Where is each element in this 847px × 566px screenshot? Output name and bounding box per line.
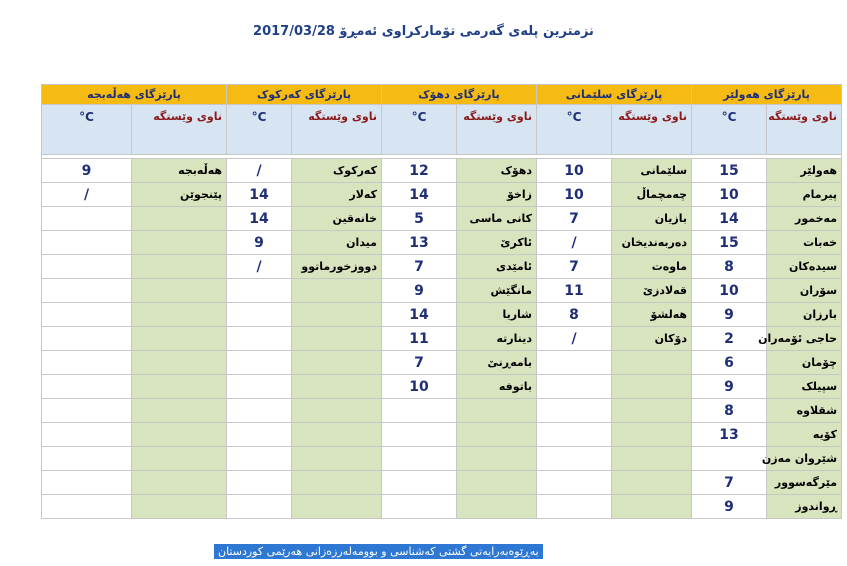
station-name-cell [132,423,227,447]
temperature-cell [537,471,612,495]
station-name-cell: حاجی ئۆمەران [767,327,842,351]
table-row [42,399,842,423]
station-name-cell: خانەقین [292,207,382,231]
table-row [42,423,842,447]
temperature-cell: 10 [382,375,457,399]
province-header: پارێزگای دهۆک [382,85,537,105]
temperature-cell: 5 [382,207,457,231]
station-name-cell: هەولێر [767,159,842,183]
station-name-cell [612,447,692,471]
station-name-cell: دووزخورماتوو [292,255,382,279]
temperature-cell [537,351,612,375]
station-name-cell: هەلشۆ [612,303,692,327]
temperature-cell: 7 [537,207,612,231]
table-row [42,279,842,303]
station-name-cell [612,351,692,375]
temperature-cell: 15 [692,159,767,183]
temperature-cell [227,471,292,495]
temperature-cell [227,351,292,375]
temperature-cell [42,447,132,471]
station-column-header: ناوی وێستگە [767,105,842,155]
station-name-cell [457,447,537,471]
station-name-cell [457,423,537,447]
temperature-cell: 11 [382,327,457,351]
temperature-cell [382,399,457,423]
temperature-cell: 9 [382,279,457,303]
station-name-cell [292,303,382,327]
table-row [42,495,842,519]
station-name-cell: قەلادزێ [612,279,692,303]
temperature-cell: 10 [537,183,612,207]
temperature-cell [42,495,132,519]
temperature-cell: 8 [537,303,612,327]
temperature-column-header: C° [692,105,767,155]
province-header-row [42,85,842,105]
temperature-cell: 14 [227,207,292,231]
station-name-cell [132,327,227,351]
station-name-cell: شاریا [457,303,537,327]
station-name-cell [292,327,382,351]
table-row [42,375,842,399]
temperature-cell: 13 [692,423,767,447]
temperature-cell: 7 [537,255,612,279]
station-column-header: ناوی وێستگە [292,105,382,155]
station-name-cell: چۆمان [767,351,842,375]
temperature-cell [227,399,292,423]
temperature-cell [42,471,132,495]
table-row [42,207,842,231]
footer-credit: بەڕێوەبەرایەتی گشتی کەشناسی و بوومەلەرزەزانی هەرێمی کوردستان [214,544,543,559]
temperature-cell [42,207,132,231]
temperature-cell: / [537,231,612,255]
temperature-column-header: C° [537,105,612,155]
temperature-cell: 8 [692,399,767,423]
temperature-cell: 2 [692,327,767,351]
temperature-cell [42,423,132,447]
station-name-cell [292,375,382,399]
temperature-column-header: C° [227,105,292,155]
station-name-cell [457,471,537,495]
station-name-cell: ئامێدی [457,255,537,279]
temperature-cell: 9 [692,495,767,519]
station-name-cell [292,495,382,519]
temperature-cell: 14 [382,183,457,207]
temperature-cell [692,447,767,471]
temperature-cell [42,255,132,279]
table-row [42,447,842,471]
table-body [42,159,842,519]
table-row [42,183,842,207]
station-name-cell [292,351,382,375]
station-name-cell: هەڵەبجە [132,159,227,183]
temperature-cell [537,495,612,519]
station-name-cell [132,207,227,231]
station-name-cell: پیرمام [767,183,842,207]
province-header: پارێزگای هەولێر [692,85,842,105]
temperature-cell [537,423,612,447]
station-name-cell [457,495,537,519]
station-name-cell [292,447,382,471]
temperature-cell [227,495,292,519]
temperature-table [41,84,841,541]
station-name-cell: دەربەندیخان [612,231,692,255]
station-name-cell: باتوفە [457,375,537,399]
temperature-cell [382,495,457,519]
station-column-header: ناوی وێستگە [132,105,227,155]
station-name-cell: بامەڕنێ [457,351,537,375]
temperature-cell [382,471,457,495]
temperature-cell: 10 [692,183,767,207]
station-name-cell [132,471,227,495]
station-name-cell: کەرکوک [292,159,382,183]
temperature-cell: 12 [382,159,457,183]
station-name-cell: ڕواندوز [767,495,842,519]
temperature-cell: 14 [692,207,767,231]
temperature-cell: 9 [227,231,292,255]
station-name-cell: ئاکرێ [457,231,537,255]
temperature-cell: 8 [692,255,767,279]
temperature-cell [537,399,612,423]
station-name-cell: دینارتە [457,327,537,351]
temperature-cell [42,399,132,423]
temperature-cell [227,423,292,447]
temperature-cell: 11 [537,279,612,303]
table-row [42,471,842,495]
station-name-cell: شێروان مەزن [767,447,842,471]
station-name-cell: دهۆک [457,159,537,183]
temperature-cell [42,279,132,303]
station-name-cell [132,279,227,303]
station-name-cell [292,279,382,303]
temperature-cell: 9 [692,303,767,327]
station-name-cell: سلێمانی [612,159,692,183]
station-name-cell: دۆکان [612,327,692,351]
temperature-cell: 14 [227,183,292,207]
temperature-cell: 15 [692,231,767,255]
temperature-cell: 13 [382,231,457,255]
station-name-cell: سپیلک [767,375,842,399]
station-name-cell [612,375,692,399]
temperature-cell [227,327,292,351]
station-name-cell: مانگێش [457,279,537,303]
station-name-cell [132,375,227,399]
temperature-cell: / [42,183,132,207]
station-name-cell [612,399,692,423]
temperature-cell: 10 [692,279,767,303]
temperature-cell: 10 [537,159,612,183]
station-name-cell [292,423,382,447]
temperature-cell [42,303,132,327]
station-name-cell [132,447,227,471]
station-name-cell: شقلاوە [767,399,842,423]
temperature-cell [382,447,457,471]
station-name-cell [292,399,382,423]
station-name-cell [292,471,382,495]
temperature-cell [227,303,292,327]
station-name-cell [612,423,692,447]
temperature-cell: / [537,327,612,351]
station-name-cell [457,399,537,423]
temperature-cell: 9 [692,375,767,399]
station-name-cell: کەلار [292,183,382,207]
temperature-cell: / [227,159,292,183]
province-header: پارێزگای هەڵەبجە [42,85,227,105]
station-name-cell: میدان [292,231,382,255]
station-name-cell: مەخمور [767,207,842,231]
temperature-column-header: C° [42,105,132,155]
station-name-cell: پێنجوێن [132,183,227,207]
station-name-cell: مێرگەسوور [767,471,842,495]
station-name-cell: چەمچماڵ [612,183,692,207]
station-column-header: ناوی وێستگە [457,105,537,155]
column-header-row [42,105,842,155]
temperature-cell [227,447,292,471]
station-name-cell: بارزان [767,303,842,327]
station-name-cell [132,399,227,423]
station-column-header: ناوی وێستگە [612,105,692,155]
province-header: پارێزگای سلێمانی [537,85,692,105]
station-name-cell: کانی ماسی [457,207,537,231]
temperature-cell: 9 [42,159,132,183]
table-row [42,231,842,255]
temperature-cell: 7 [382,351,457,375]
temperature-cell [382,423,457,447]
temperature-cell: 7 [382,255,457,279]
table-row [42,303,842,327]
province-header: پارێزگای کەرکوک [227,85,382,105]
table-row [42,327,842,351]
temperature-cell [42,231,132,255]
station-name-cell [132,351,227,375]
temperature-cell [42,351,132,375]
temperature-cell [42,375,132,399]
station-name-cell: خەبات [767,231,842,255]
station-name-cell: بازیان [612,207,692,231]
page-title: نزمترین پلەی گەرمی تۆمارکراوی ئەمڕۆ 2017/03/28 [253,24,594,39]
table-row [42,159,842,183]
temperature-cell [537,447,612,471]
station-name-cell [132,303,227,327]
temperature-cell [227,279,292,303]
temperature-cell: 7 [692,471,767,495]
station-name-cell: ماوەت [612,255,692,279]
temperature-cell [42,327,132,351]
temperature-column-header: C° [382,105,457,155]
station-name-cell [612,495,692,519]
station-name-cell [132,231,227,255]
station-name-cell [612,471,692,495]
station-name-cell: سیدەکان [767,255,842,279]
station-name-cell: کۆیە [767,423,842,447]
station-name-cell [132,255,227,279]
table-row [42,255,842,279]
station-name-cell: سۆران [767,279,842,303]
station-name-cell: زاخۆ [457,183,537,207]
temperature-cell: 14 [382,303,457,327]
temperature-cell [227,375,292,399]
station-name-cell [132,495,227,519]
temperature-cell: / [227,255,292,279]
table-row [42,351,842,375]
temperature-cell [537,375,612,399]
temperature-cell: 6 [692,351,767,375]
